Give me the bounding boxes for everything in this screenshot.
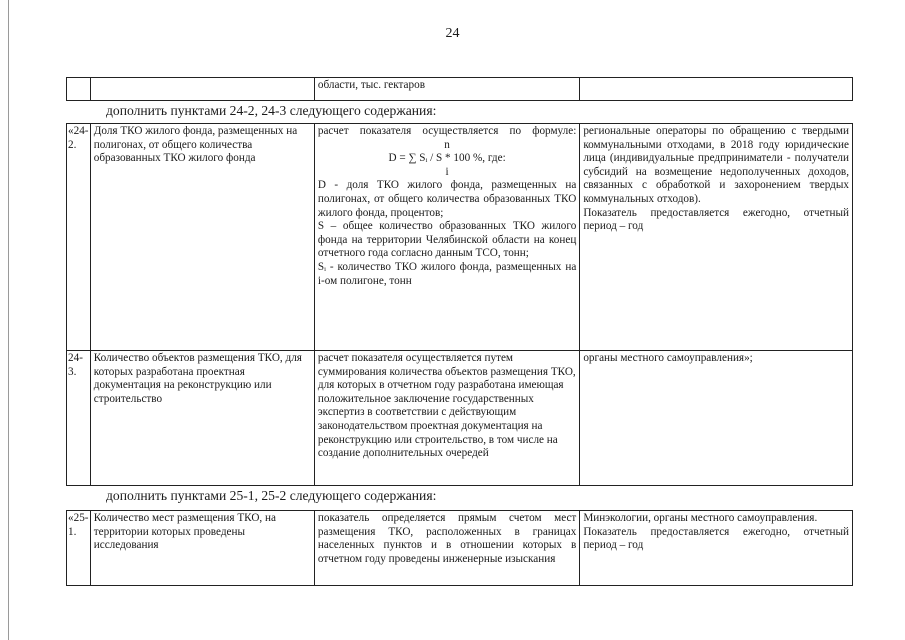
period-text: Показатель предоставляется ежегодно, отчетный период – год <box>583 206 849 233</box>
cell-source <box>580 511 853 586</box>
cell-source <box>580 78 853 101</box>
table-row <box>67 351 853 486</box>
formula-upper-limit: n <box>444 138 450 151</box>
cell-source: органы местного самоуправления»; <box>580 351 853 486</box>
definition-si: Sᵢ - количество ТКО жилого фонда, размещенных на i-ом полигоне, тонн <box>317 260 577 287</box>
indicators-table-25 <box>66 510 853 586</box>
page-left-edge <box>8 0 9 640</box>
cell-name <box>90 78 314 101</box>
cell-num: «24-2. <box>67 124 91 351</box>
page-number: 24 <box>445 26 460 41</box>
cell-calc: показатель определяется прямым счетом мест размещения ТКО, расположенных в границах населенных пунктов и в отношении которых в отчетном году проведены инженерные изыскания <box>314 511 579 586</box>
cell-calc <box>314 124 579 351</box>
cell-name: Количество мест размещения ТКО, на территории которых проведены исследования <box>90 511 314 586</box>
table-row <box>67 124 853 351</box>
calc-intro: расчет показателя осуществляется по формуле: <box>317 125 577 137</box>
period-text: Показатель предоставляется ежегодно, отчетный период – год <box>583 525 849 552</box>
formula-lower-limit: i <box>445 165 449 178</box>
table-row <box>67 511 853 586</box>
top-table-fragment <box>66 77 853 101</box>
table-row <box>67 78 853 101</box>
source-text: региональные операторы по обращению с твердыми коммунальными отходами, в 2018 году юридические лица (индивидуальные предприниматели - получатели субсидий на возмещение недополученных доходов, связанных с обработкой и захоронением твердых коммунальных отходов). <box>583 125 849 205</box>
definition-d: D - доля ТКО жилого фонда, размещенных на полигонах, от общего количества образованных ТКО жилого фонда, процентов; <box>317 179 577 219</box>
cell-name: Количество объектов размещения ТКО, для которых разработана проектная документация на реконструкцию или строительство <box>90 351 314 486</box>
cell-num <box>67 78 91 101</box>
amendment-note-24: дополнить пунктами 24-2, 24-3 следующего содержания: <box>106 103 437 118</box>
cell-num: «25-1. <box>67 511 91 586</box>
cell-calc: расчет показателя осуществляется путем суммирования количества объектов размещения ТКО, для которых в отчетном году разработана имеющая положительное заключение государственных экспертиз в соответствии с действующим законодательством проектная документация на реконструкцию или строительство, в том числе на создание дополнительных очередей <box>314 351 579 486</box>
cell-source <box>580 124 853 351</box>
formula: D = ∑ Sᵢ / S * 100 %, где: <box>388 152 506 165</box>
cell-calc: области, тыс. гектаров <box>314 78 579 101</box>
indicators-table-24 <box>66 123 853 486</box>
definition-s: S – общее количество образованных ТКО жилого фонда на территории Челябинской области на конец отчетного года согласно данным ТСО, тонн; <box>317 220 577 260</box>
cell-name: Доля ТКО жилого фонда, размещенных на полигонах, от общего количества образованных ТКО жилого фонда <box>90 124 314 351</box>
amendment-note-25: дополнить пунктами 25-1, 25-2 следующего содержания: <box>106 488 437 503</box>
source-text: Минэкологии, органы местного самоуправления. <box>583 512 818 524</box>
cell-num: 24-3. <box>67 351 91 486</box>
